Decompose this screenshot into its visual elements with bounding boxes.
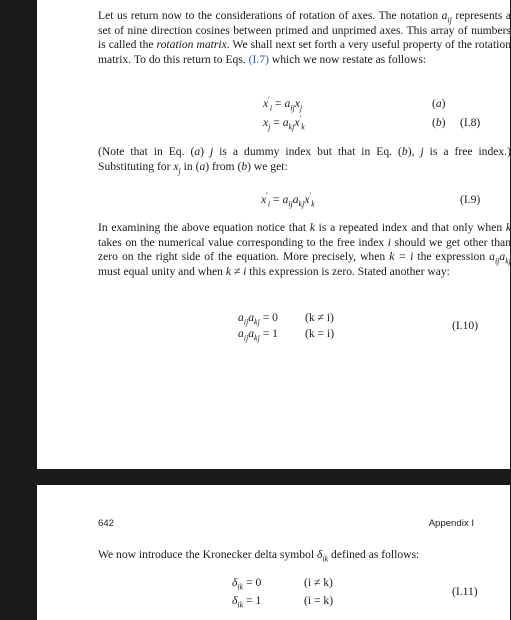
page-upper bbox=[37, 0, 510, 469]
equation-i11-condition2: (i = k) bbox=[304, 594, 334, 607]
symbol-a: a bbox=[489, 250, 495, 264]
text: represents a set of nine direction cosines between primed and unprimed axes. This array of numbers is called the bbox=[98, 9, 511, 52]
subscript-ij: ij bbox=[447, 15, 452, 25]
emphasis-rotation-matrix: rotation matrix bbox=[156, 38, 227, 52]
symbol-a: a bbox=[499, 250, 506, 264]
ref-b: b bbox=[241, 159, 248, 173]
paragraph-dummy-index bbox=[98, 145, 511, 174]
subscript-ij: ij bbox=[494, 256, 500, 266]
text: is a free index.) Substituting for bbox=[98, 145, 511, 173]
value-one: 1 bbox=[272, 327, 278, 340]
index-k: k bbox=[309, 221, 315, 234]
page-number: 642 bbox=[98, 518, 115, 529]
ref-a: a bbox=[199, 159, 206, 173]
text: ) from ( bbox=[205, 159, 242, 173]
paragraph-repeated-index bbox=[98, 221, 511, 279]
paragraph-rotation-matrix bbox=[98, 9, 511, 67]
text: . We shall next set forth a very useful property of the rotation matrix. To do this return to Eqs. bbox=[98, 38, 511, 66]
text: is a dummy index but that in Eq. ( bbox=[213, 145, 402, 158]
equation-i10-line2: $a_{ij}a_{kj} = 1$ bbox=[238, 327, 278, 343]
symbol-delta: δ bbox=[316, 548, 323, 561]
condition-k-equals-i: k = i bbox=[389, 250, 414, 264]
text: defined as follows: bbox=[328, 548, 420, 561]
equation-number-i10: (I.10) bbox=[452, 319, 479, 332]
text: takes on the numerical value corresponding to the free index bbox=[98, 235, 388, 249]
index-k: k bbox=[505, 221, 511, 234]
equation-i10-condition1: (k ≠ i) bbox=[305, 311, 334, 324]
text: ) we get: bbox=[247, 159, 288, 173]
equation-i8-line1: $x'_i = a_{ij}x_j$ bbox=[263, 95, 303, 113]
text: (Note that in Eq. ( bbox=[98, 145, 195, 158]
equation-number-i11: (I.11) bbox=[452, 585, 478, 598]
running-head: Appendix I bbox=[428, 518, 474, 529]
equation-i11-condition1: (i ≠ k) bbox=[304, 576, 333, 589]
symbol-a: a bbox=[441, 9, 448, 22]
index-j: j bbox=[209, 145, 214, 158]
value-zero: 0 bbox=[272, 311, 278, 324]
text: in ( bbox=[180, 159, 200, 173]
equation-i9: $x'_i = a_{ij}a_{kj}x'_k$ bbox=[261, 191, 315, 209]
text: ) bbox=[200, 145, 210, 158]
ref-b: b bbox=[401, 145, 408, 158]
equation-i11-line2: $\delta_{ik} = 1$ bbox=[232, 594, 262, 610]
equation-i8-line2: $x_j = a_{kj}x'_k$ bbox=[263, 114, 305, 132]
index-j: j bbox=[420, 145, 424, 158]
text: We now introduce the Kronecker delta symbol bbox=[98, 548, 317, 561]
equation-i10-line1: $a_{ij}a_{kj} = 0$ bbox=[238, 311, 278, 327]
subscript-ik: ik bbox=[322, 554, 329, 564]
equation-number-i9: (I.9) bbox=[460, 193, 481, 206]
text: Let us return now to the considerations of rotation of axes. The notation bbox=[98, 9, 442, 22]
subscript-kj: kj bbox=[505, 256, 511, 266]
value-one: 1 bbox=[255, 594, 262, 607]
value-zero: 0 bbox=[255, 576, 262, 589]
ref-a: a bbox=[194, 145, 201, 158]
equation-link-i7[interactable]: (I.7) bbox=[248, 52, 269, 66]
equation-label-a: (a) bbox=[432, 97, 446, 110]
equation-i11-line1: $\delta_{ik} = 0$ bbox=[232, 576, 262, 592]
text: should we get other than zero on the right side of the equation. More precisely, when bbox=[98, 235, 511, 264]
text: must equal unity and when bbox=[98, 264, 226, 278]
text: the expression bbox=[413, 250, 490, 264]
equation-i10-condition2: (k = i) bbox=[305, 327, 335, 340]
paragraph-kronecker-delta bbox=[98, 548, 511, 563]
condition-k-not-i: k ≠ i bbox=[225, 264, 247, 278]
page-lower bbox=[37, 485, 510, 620]
text: which we now restate as follows: bbox=[268, 52, 427, 66]
equation-number-i8: (I.8) bbox=[460, 116, 481, 129]
index-i: i bbox=[387, 235, 391, 249]
text: In examining the above equation notice that bbox=[98, 221, 310, 234]
equation-label-b: (b) bbox=[432, 116, 446, 129]
text: this expression is zero. Stated another way: bbox=[246, 264, 450, 278]
subscript-j: j bbox=[178, 165, 181, 175]
text: is a repeated index and that only when bbox=[314, 221, 506, 234]
symbol-x: x bbox=[173, 159, 179, 173]
text: ), bbox=[407, 145, 421, 158]
